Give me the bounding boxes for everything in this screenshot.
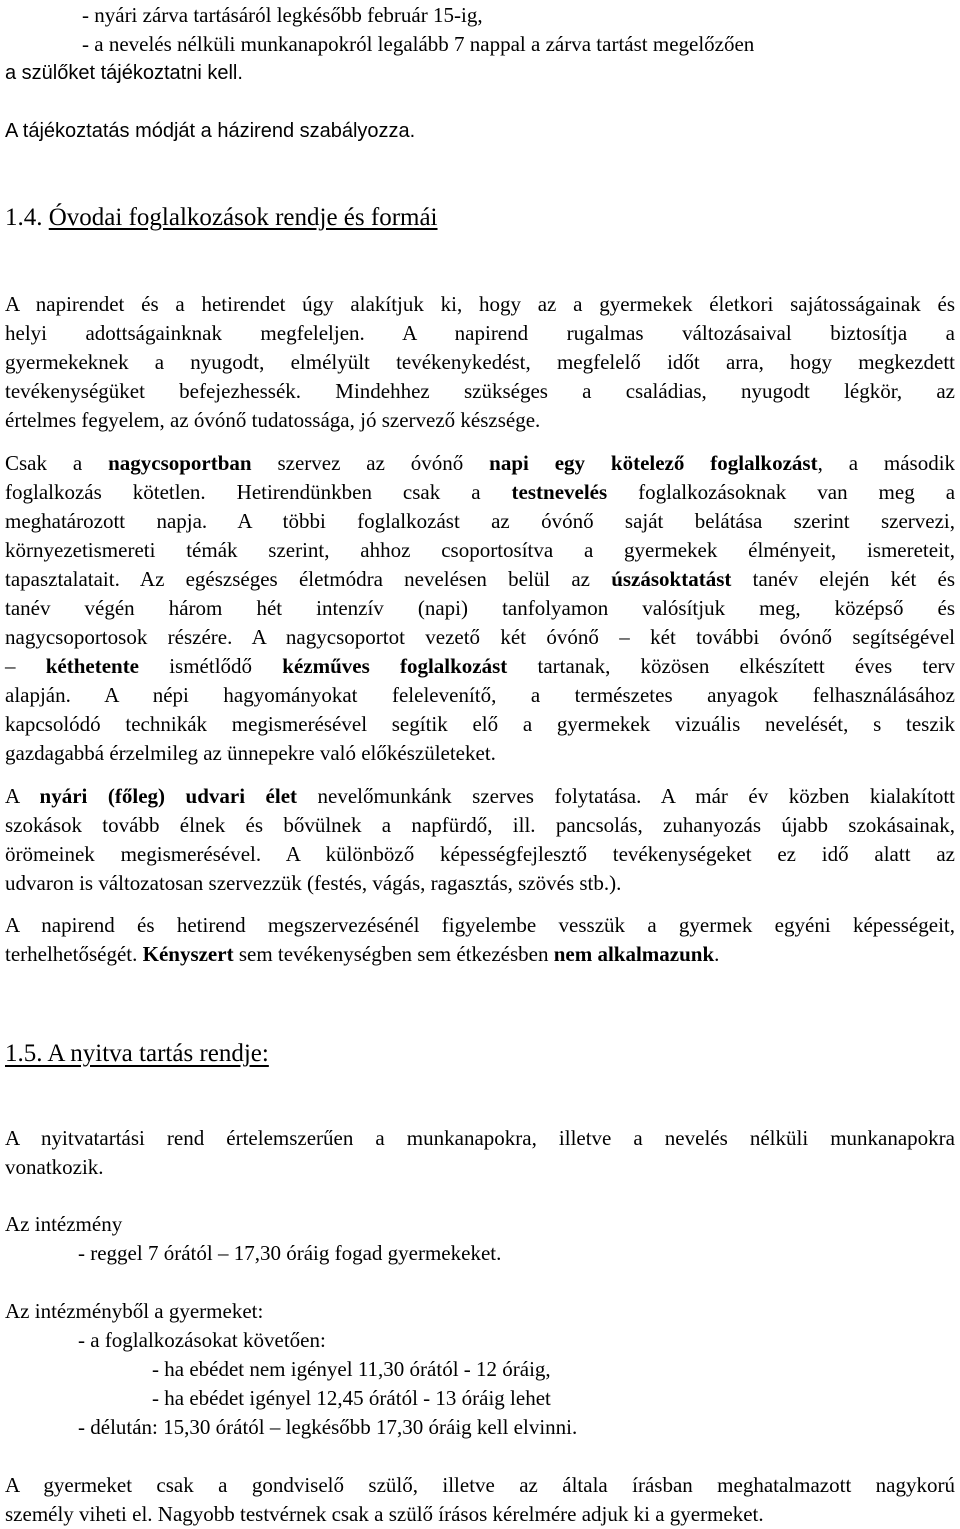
bold-text: testnevelés: [511, 480, 608, 504]
text-span: tanév elején két és: [752, 567, 956, 591]
paragraph-line: gyermekeknek a nyugodt, elmélyült tevékenykedést, megfelelő időt arra, hogy megkezdett: [5, 350, 955, 374]
section-heading: [5, 203, 438, 232]
bold-text: nyári (főleg) udvari élet: [39, 784, 298, 808]
paragraph-line: [5, 319, 955, 348]
list-item: - délután: 15,30 órától – legkésőbb 17,30 óráig kell elvinni.: [78, 1415, 578, 1439]
paragraph-line: tanév végén három hét intenzív (napi) tanfolyamon valósítjuk meg, középső és: [5, 596, 955, 620]
section-title: Óvodai foglalkozások rendje és formái: [48, 204, 438, 231]
bold-text: Kényszert: [142, 942, 234, 966]
text-span: ismétlődő: [169, 654, 253, 678]
text-line: A tájékoztatás módját a házirend szabályozza.: [5, 120, 416, 142]
bold-text: kézműves foglalkozást: [282, 654, 508, 678]
bold-text: napi egy kötelező foglalkozást: [489, 451, 818, 475]
paragraph-line: [5, 782, 955, 811]
paragraph-line: nagycsoportosok részére. A nagycsoportot vezető két óvónő – két további óvónő segítségével: [5, 625, 955, 649]
text-span: foglalkozás kötetlen. Hetirendünkben csak a: [5, 480, 481, 504]
text-span: helyi adottságainknak megfeleljen.: [5, 321, 365, 345]
list-item: - reggel 7 órától – 17,30 óráig fogad gyermekeket.: [78, 1241, 502, 1265]
paragraph-line: kapcsolódó technikák megismerésével segítik elő a gyermekek vizuális nevelését, s teszik: [5, 712, 955, 736]
text-span: Csak a: [5, 451, 83, 475]
text-span: tevékenységüket befejezhessék.: [5, 379, 302, 403]
section-heading: 1.5. A nyitva tartás rendje:: [5, 1040, 269, 1067]
text-span: tartanak, közösen elkészített éves terv: [537, 654, 956, 678]
text-span: , a második: [817, 451, 956, 475]
paragraph-line: Az intézményből a gyermeket:: [5, 1299, 264, 1323]
text-span: tapasztalatait. Az egészséges életmódra nevelésen belül az: [5, 567, 590, 591]
paragraph-line: Az intézmény: [5, 1212, 123, 1236]
paragraph-line: személy viheti el. Nagyobb testvérnek csak a szülő írásos kérelmére adjuk ki a gyermeket.: [5, 1502, 764, 1526]
bold-text: nagycsoportban: [108, 451, 252, 475]
paragraph-line: A nyitvatartási rend értelemszerűen a munkanapokra, illetve a nevelés nélküli munkanapokra: [5, 1126, 955, 1150]
text-span: szervez az óvónő: [277, 451, 464, 475]
text-span: –: [5, 654, 16, 678]
paragraph-line: [5, 652, 955, 681]
paragraph-line: vonatkozik.: [5, 1155, 104, 1179]
text-line: a szülőket tájékoztatni kell.: [5, 62, 243, 84]
list-item: - ha ebédet nem igényel 11,30 órától - 12 óráig,: [152, 1357, 551, 1381]
paragraph-line: környezetismereti témák szerint, ahhoz csoportosítva a gyermekek élményeit, ismereteit,: [5, 538, 955, 562]
text-span: foglalkozásoknak van meg a: [638, 480, 956, 504]
text-span: Mindehhez szükséges a családias, nyugodt légkör, az: [335, 379, 955, 403]
paragraph-line: [5, 940, 955, 969]
paragraph-line: [5, 478, 955, 507]
paragraph-line: értelmes fegyelem, az óvónő tudatossága, jó szervező készsége.: [5, 408, 541, 432]
paragraph-line: A gyermeket csak a gondviselő szülő, illetve az általa írásban meghatalmazott nagykorú: [5, 1473, 955, 1497]
paragraph-line: [5, 377, 955, 406]
text-span: sem tevékenységben sem étkezésben: [238, 942, 549, 966]
bold-text: nem alkalmazunk: [553, 942, 715, 966]
bullet-line: - nyári zárva tartásáról legkésőbb február 15-ig,: [82, 3, 483, 27]
text-span: .: [714, 942, 720, 966]
paragraph-line: udvaron is változatosan szervezzük (festés, vágás, ragasztás, szövés stb.).: [5, 871, 622, 895]
paragraph-line: gazdagabbá érzelmileg az ünnepekre való előkészületeket.: [5, 741, 496, 765]
bold-text: úszásoktatást: [611, 567, 732, 591]
list-item: - ha ebédet igényel 12,45 órától - 13 óráig lehet: [152, 1386, 551, 1410]
paragraph-line: szokások tovább élnek és bővülnek a napfürdő, ill. pancsolás, zuhanyozás újabb szokásainak,: [5, 813, 955, 837]
paragraph-line: örömeinek megismerésével. A különböző képességfejlesztő tevékenységeket ez idő alatt az: [5, 842, 955, 866]
paragraph-line: A napirendet és a hetirendet úgy alakítjuk ki, hogy az a gyermekek életkori sajátosságainak és: [5, 292, 955, 316]
section-number: 1.4.: [5, 204, 43, 231]
text-span: A napirend rugalmas változásaival biztosítja a: [402, 321, 956, 345]
paragraph-line: alapján. A népi hagyományokat felelevenítő, a természetes anyagok felhasználásához: [5, 683, 955, 707]
paragraph-line: A napirend és hetirend megszervezésénél figyelembe vesszük a gyermek egyéni képességeit,: [5, 913, 955, 937]
bold-text: kéthetente: [45, 654, 140, 678]
text-span: A: [5, 784, 20, 808]
text-span: nevelőmunkánk szerves folytatása. A már év közben kialakított: [317, 784, 956, 808]
text-span: terhelhetőségét.: [5, 942, 138, 966]
paragraph-line: [5, 449, 955, 478]
paragraph-line: [5, 565, 955, 594]
list-item: - a foglalkozásokat követően:: [78, 1328, 326, 1352]
bullet-line: - a nevelés nélküli munkanapokról legalább 7 nappal a zárva tartást megelőzően: [82, 32, 755, 56]
paragraph-line: meghatározott napja. A többi foglalkozást az óvónő saját belátása szerint szervezi,: [5, 509, 955, 533]
